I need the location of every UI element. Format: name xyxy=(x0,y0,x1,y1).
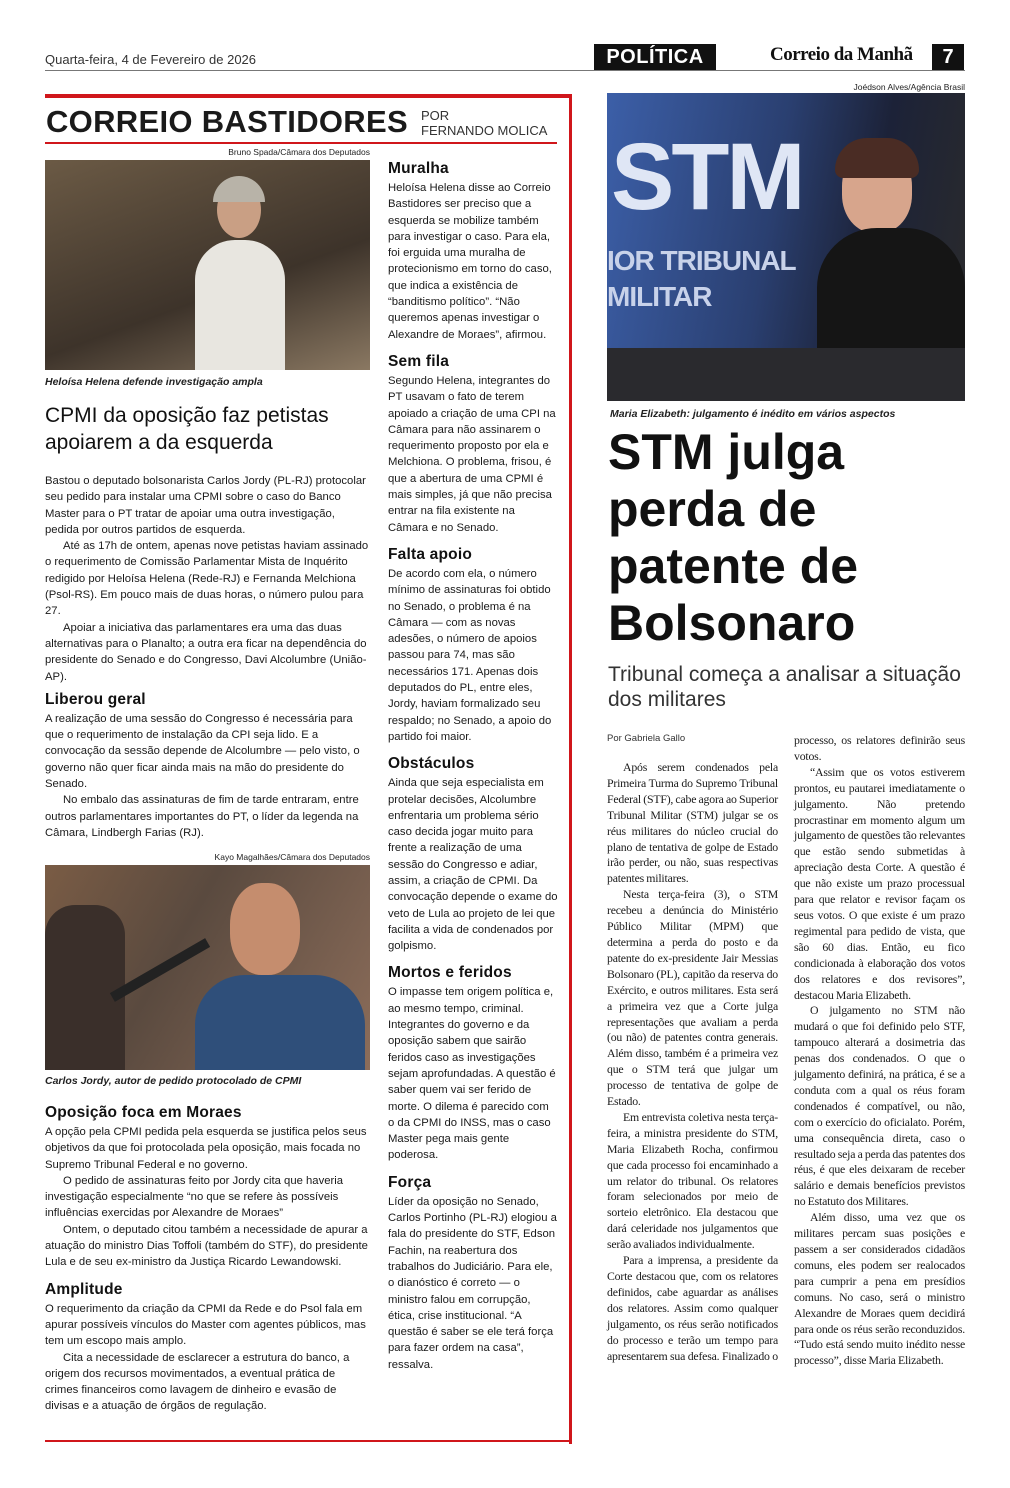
photo-credit: Bruno Spada/Câmara dos Deputados xyxy=(228,147,370,157)
paragraph: Até as 17h de ontem, apenas nove petistas haviam assinado o requerimento de Comissão Parlamentar Mista de Inquérito redigido por Heloísa Helena (Rede-RJ) e Fernanda Melchiona (Psol-RS). Em pouco mais de duas horas, o número pulou para 27. xyxy=(45,540,369,618)
note-text: O impasse tem origem política e, ao mesmo tempo, criminal. Integrantes do governo e da oposição sabem que sairão feridos caso as investigações sejam aprofundadas. A questão é saber quem vai ser ferido de morte. O dilema é parecido com o da CPMI do INSS, mas o caso Master pega mais gente poderosa. xyxy=(388,986,556,1162)
paragraph: Em entrevista coletiva nesta terça-feira, a ministra presidente do STM, Maria Elizabeth Rocha, confirmou que cada processo foi encaminhado a um relator do tribunal. Os relatores foram selecionados por meio de sorteio eletrônico. Ela destacou que dará celeridade nos julgamentos que serão avaliados individualmente. xyxy=(607,1109,778,1252)
paragraph: Bastou o deputado bolsonarista Carlos Jordy (PL-RJ) protocolar seu pedido para instalar uma CPMI sobre o caso do Banco Master para o PT tratar de apoiar uma outra investigação, pedida por outros partidos de esquerda. xyxy=(45,475,366,536)
photo-sign-text: STM xyxy=(611,124,803,230)
column-notes xyxy=(388,154,558,1373)
paragraph: O requerimento da criação da CPMI da Rede e do Psol fala em apurar possíveis vínculos do Master com agentes públicos, mas tem um escopo mais amplo. xyxy=(45,1302,366,1348)
byline-author: FERNANDO MOLICA xyxy=(421,123,548,138)
photo-credit: Kayo Magalhães/Câmara dos Deputados xyxy=(214,852,370,862)
note-text: De acordo com ela, o número mínimo de assinaturas foi obtido no Senado, o problema é na Câmara — com as novas adesões, o número de apoios passou para 74, mas são necessários 171. Apenas dois deputados do PL, entre eles, Jordy, haviam formalizado seu respaldo; no Senado, a apoio do partido foi maior. xyxy=(388,567,552,743)
note-text: Heloísa Helena disse ao Correio Bastidores ser preciso que a esquerda se mobilize também para investigar o caso. Para ela, foi erguida uma muralha de protecionismo em torno do caso, que indica a existência de “banditismo político”. “Não queremos apenas investigar o Alexandre de Moraes”, afirmou. xyxy=(388,182,552,341)
column-side-rule xyxy=(569,94,572,1444)
article-headline: STM julga perda de patente de Bolsonaro xyxy=(608,424,859,651)
column-byline xyxy=(421,108,547,138)
title-underline xyxy=(45,142,557,144)
photo-sign-text: IOR TRIBUNAL MILITAR xyxy=(607,245,796,312)
column-headline: CPMI da oposição faz petistas apoiarem a da esquerda xyxy=(45,404,329,454)
photo-credit: Joédson Alves/Agência Brasil xyxy=(853,82,965,92)
paragraph: “Assim que os votos estiverem prontos, eu pautarei imediatamente o julgamento. Não pretendo procrastinar em momento algum um julgamento de questões tão relevantes que estão sendo submetidas à apreciação desta Corte. A questão é que não existe um prazo processual para que relator e revisor façam os seus votos. O que existe é um prazo regimental para pedido de vista, que são 60 dias. Então, eu fico condicionada à elaboração dos votos dos relatores e dos revisores”, destacou Maria Elizabeth. xyxy=(794,764,965,1002)
paragraph: A realização de uma sessão do Congresso é necessária para que o requerimento de instalação da CPI seja lido. E a convocação da sessão depende de Alcolumbre — pelo visto, o governo não quer ficar ainda mais na mão do presidente do Senado. xyxy=(45,712,360,791)
paragraph: No embalo das assinaturas de fim de tarde entraram, entre outros parlamentares importantes do PT, o líder da legenda na Câmara, Lindbergh Farias (RJ). xyxy=(45,794,359,839)
photo-carlos-jordy xyxy=(45,865,370,1070)
note-text: Ainda que seja especialista em protelar decisões, Alcolumbre enfrentaria um problema sério caso decida jogar muito para frente a realização de uma sessão do Congresso e adiar, assim, a criação de CPMI. Da convocação depende o exame do veto de Lula ao projeto de lei que facilita a vida de condenados por golpismo. xyxy=(388,777,558,953)
paragraph: Ontem, o deputado citou também a necessidade de apurar a atuação do ministro Dias Toffoli (também do STF), do presidente Lula e de seu ex-ministro da Justiça Ricardo Lewandowski. xyxy=(45,1223,368,1269)
photo-heloisa-helena xyxy=(45,160,370,370)
note-title: Força xyxy=(388,1173,432,1191)
photo-caption: Maria Elizabeth: julgamento é inédito em vários aspectos xyxy=(610,408,896,420)
note-title: Obstáculos xyxy=(388,755,475,773)
newspaper-logo: Correio da Manhã xyxy=(770,44,913,65)
photo-maria-elizabeth xyxy=(607,93,965,401)
subhead: Liberou geral xyxy=(45,690,146,708)
page-number: 7 xyxy=(932,44,964,70)
paragraph: O julgamento no STM não mudará o que foi definido pelo STF, tampouco alterará a dosimetria das penas dos condenados. O que o julgamento definirá, na prática, é se a conduta com a qual os réus foram condenados é compatível, ou não, com o exercício do oficialato. Porém, uma consequência direta, caso o resultado seja a perda das patentes dos réus, é que eles deixaram de receber salário e demais benefícios previstos no Estatuto dos Militares. xyxy=(794,1003,965,1209)
photo-caption: Heloísa Helena defende investigação ampla xyxy=(45,376,263,388)
column-top-rule xyxy=(45,94,572,98)
issue-date: Quarta-feira, 4 de Fevereiro de 2026 xyxy=(45,52,257,67)
paragraph: Além disso, uma vez que os militares percam suas posições e passem a ser considerados cidadãos comuns, eles podem ser realocados para cumprir a pena em presídios comuns. No caso, será o ministro Alexandre de Moraes quem decidirá para onde os réus serão reconduzidos. “Tudo está sendo muito inédito nesse processo”, disse Maria Elizabeth. xyxy=(794,1210,965,1368)
column-bottom-rule xyxy=(45,1440,572,1442)
paragraph: Apoiar a iniciativa das parlamentares era uma das duas alternativas para o Planalto; a outra era ficar na dependência do presidente do Senado e do Congresso, Davi Alcolumbre (União-AP). xyxy=(45,621,367,683)
photo-caption: Carlos Jordy, autor de pedido protocolado de CPMI xyxy=(45,1075,302,1087)
note-text: Líder da oposição no Senado, Carlos Portinho (PL-RJ) elogiou a fala do presidente do STF, Edson Fachin, na reabertura dos trabalhos do Judiciário. Para ele, o dianóstico é correto — o ministro falou em corrupção, ética, crise institucional. “A questão é saber se ele terá força para fazer ordem na casa”, ressalva. xyxy=(388,1195,557,1371)
paragraph: O pedido de assinaturas feito por Jordy cita que haveria investigação especialmente “no que se refere às possíveis influências exercidas por Alexandre de Moraes” xyxy=(45,1174,344,1220)
column-title: CORREIO BASTIDORES xyxy=(46,104,408,139)
note-text: Segundo Helena, integrantes do PT usavam o fato de terem apoiado a criação de uma CPI na Câmara para não assinarem o requerimento proposto por ela e Melchiona. O problema, frisou, é que a abertura de uma CPMI é mais simples, já que não precisa entrar na fila existente na Câmara e no Senado. xyxy=(388,374,556,534)
article-body xyxy=(607,733,965,1369)
paragraph: Para a imprensa, a presidente da Corte destacou que, com os relatores definidos, cabe aguardar as análises dos relatores. Assim como qualquer julgamento, os réus serão notificados do processo e terão um tempo para apresentarem sua defesa. Finalizado o processo, os relatores definirão seus votos. xyxy=(607,733,965,1363)
paragraph: Cita a necessidade de esclarecer a estrutura do banco, a origem dos recursos movimentados, a eventual prática de crimes financeiros como lavagem de dinheiro e evasão de divisas e a atuação de órgãos de regulação. xyxy=(45,1351,350,1413)
column-body xyxy=(45,473,370,841)
note-title: Sem fila xyxy=(388,352,450,370)
article-deck: Tribunal começa a analisar a situação dos militares xyxy=(608,663,961,711)
column-body-lower xyxy=(45,1098,370,1415)
note-title: Mortos e feridos xyxy=(388,964,512,982)
paragraph: Nesta terça-feira (3), o STM recebeu a denúncia do Ministério Público Militar (MPM) que determina a perda do posto e da patente do ex-presidente Jair Messias Bolsonaro (PL), capitão da reserva do Exército, e outros militares. Esta será a primeira vez que a Corte julga representações que avaliam a perda (ou não) de patentes contra generais. Além disso, também é a primeira vez que o STM terá que julgar um processo de tentativa de golpe de Estado. xyxy=(607,887,778,1109)
paragraph: A opção pela CPMI pedida pela esquerda se justifica pelos seus objetivos da que foi protocolada pela oposição, mais focada no Supremo Tribunal Federal e no governo. xyxy=(45,1126,367,1171)
header-divider xyxy=(45,70,965,71)
subhead: Oposição foca em Moraes xyxy=(45,1104,242,1121)
note-title: Muralha xyxy=(388,160,449,177)
section-label: POLÍTICA xyxy=(594,44,716,70)
byline-por: POR xyxy=(421,108,450,123)
subhead: Amplitude xyxy=(45,1280,123,1298)
note-title: Falta apoio xyxy=(388,545,473,563)
article-byline: Por Gabriela Gallo xyxy=(607,733,686,744)
paragraph: Após serem condenados pela Primeira Turma do Supremo Tribunal Federal (STF), cabe agora ao Superior Tribunal Militar (STM) julgar se os réus militares do núcleo crucial do plano de tentativa de golpe de Estado irão perder, ou não, suas respectivas patentes militares. xyxy=(607,760,778,886)
